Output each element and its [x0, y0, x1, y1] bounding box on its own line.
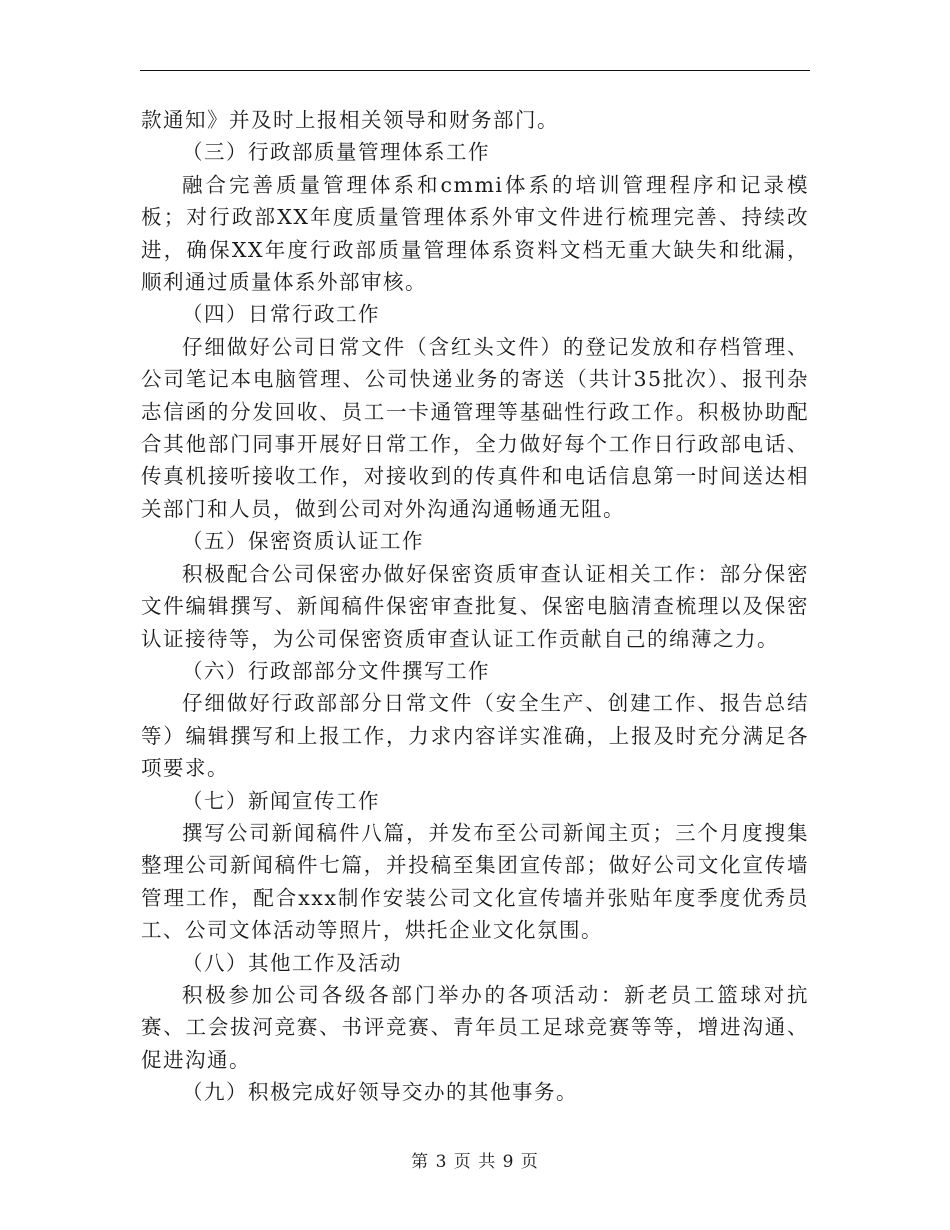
- section-heading-6: （六）行政部部分文件撰写工作: [182, 658, 490, 683]
- page-number-footer: 第 3 页 共 9 页: [411, 1152, 539, 1172]
- section-heading-3: （三）行政部质量管理体系工作: [182, 140, 490, 165]
- section-body-7: 撰写公司新闻稿件八篇，并发布至公司新闻主页；三个月度搜集整理公司新闻稿件七篇，并投稿至集团宣传部；做好公司文化宣传墙管理工作，配合xxx制作安装公司文化宣传墙并张贴年度季度优秀员工、公司文体活动等照片，烘托企业文化氛围。: [141, 820, 809, 943]
- section-heading-7: （七）新闻宣传工作: [182, 788, 380, 813]
- header-rule: [140, 70, 810, 71]
- section-body-8: 积极参加公司各级各部门举办的各项活动：新老员工篮球对抗赛、工会拔河竞赛、书评竞赛、青年员工足球竞赛等等，增进沟通、促进沟通。: [141, 982, 809, 1072]
- section-body-6: 仔细做好行政部部分日常文件（安全生产、创建工作、报告总结等）编辑撰写和上报工作，力求内容详实准确，上报及时充分满足各项要求。: [141, 691, 809, 781]
- section-body-5: 积极配合公司保密办做好保密资质审查认证相关工作：部分保密文件编辑撰写、新闻稿件保密审查批复、保密电脑清查梳理以及保密认证接待等，为公司保密资质审查认证工作贡献自己的绵薄之力。: [141, 561, 809, 651]
- document-body: [141, 104, 809, 1109]
- section-heading-8: （八）其他工作及活动: [182, 950, 402, 975]
- section-heading-5: （五）保密资质认证工作: [182, 529, 424, 554]
- section-heading-9: （九）积极完成好领导交办的其他事务。: [182, 1080, 578, 1105]
- section-body-4: 仔细做好公司日常文件（含红头文件）的登记发放和存档管理、公司笔记本电脑管理、公司快递业务的寄送（共计35批次）、报刊杂志信函的分发回收、员工一卡通管理等基础性行政工作。积极协助配合其他部门同事开展好日常工作，全力做好每个工作日行政部电话、传真机接听接收工作，对接收到的传真件和电话信息第一时间送达相关部门和人员，做到公司对外沟通沟通畅通无阻。: [141, 334, 809, 521]
- section-body-3: 融合完善质量管理体系和cmmi体系的培训管理程序和记录模板；对行政部XX年度质量管理体系外审文件进行梳理完善、持续改进，确保XX年度行政部质量管理体系资料文档无重大缺失和纰漏，顺利通过质量体系外部审核。: [141, 172, 809, 295]
- paragraph-continuation: 款通知》并及时上报相关领导和财务部门。: [141, 108, 559, 132]
- section-heading-4: （四）日常行政工作: [182, 302, 380, 327]
